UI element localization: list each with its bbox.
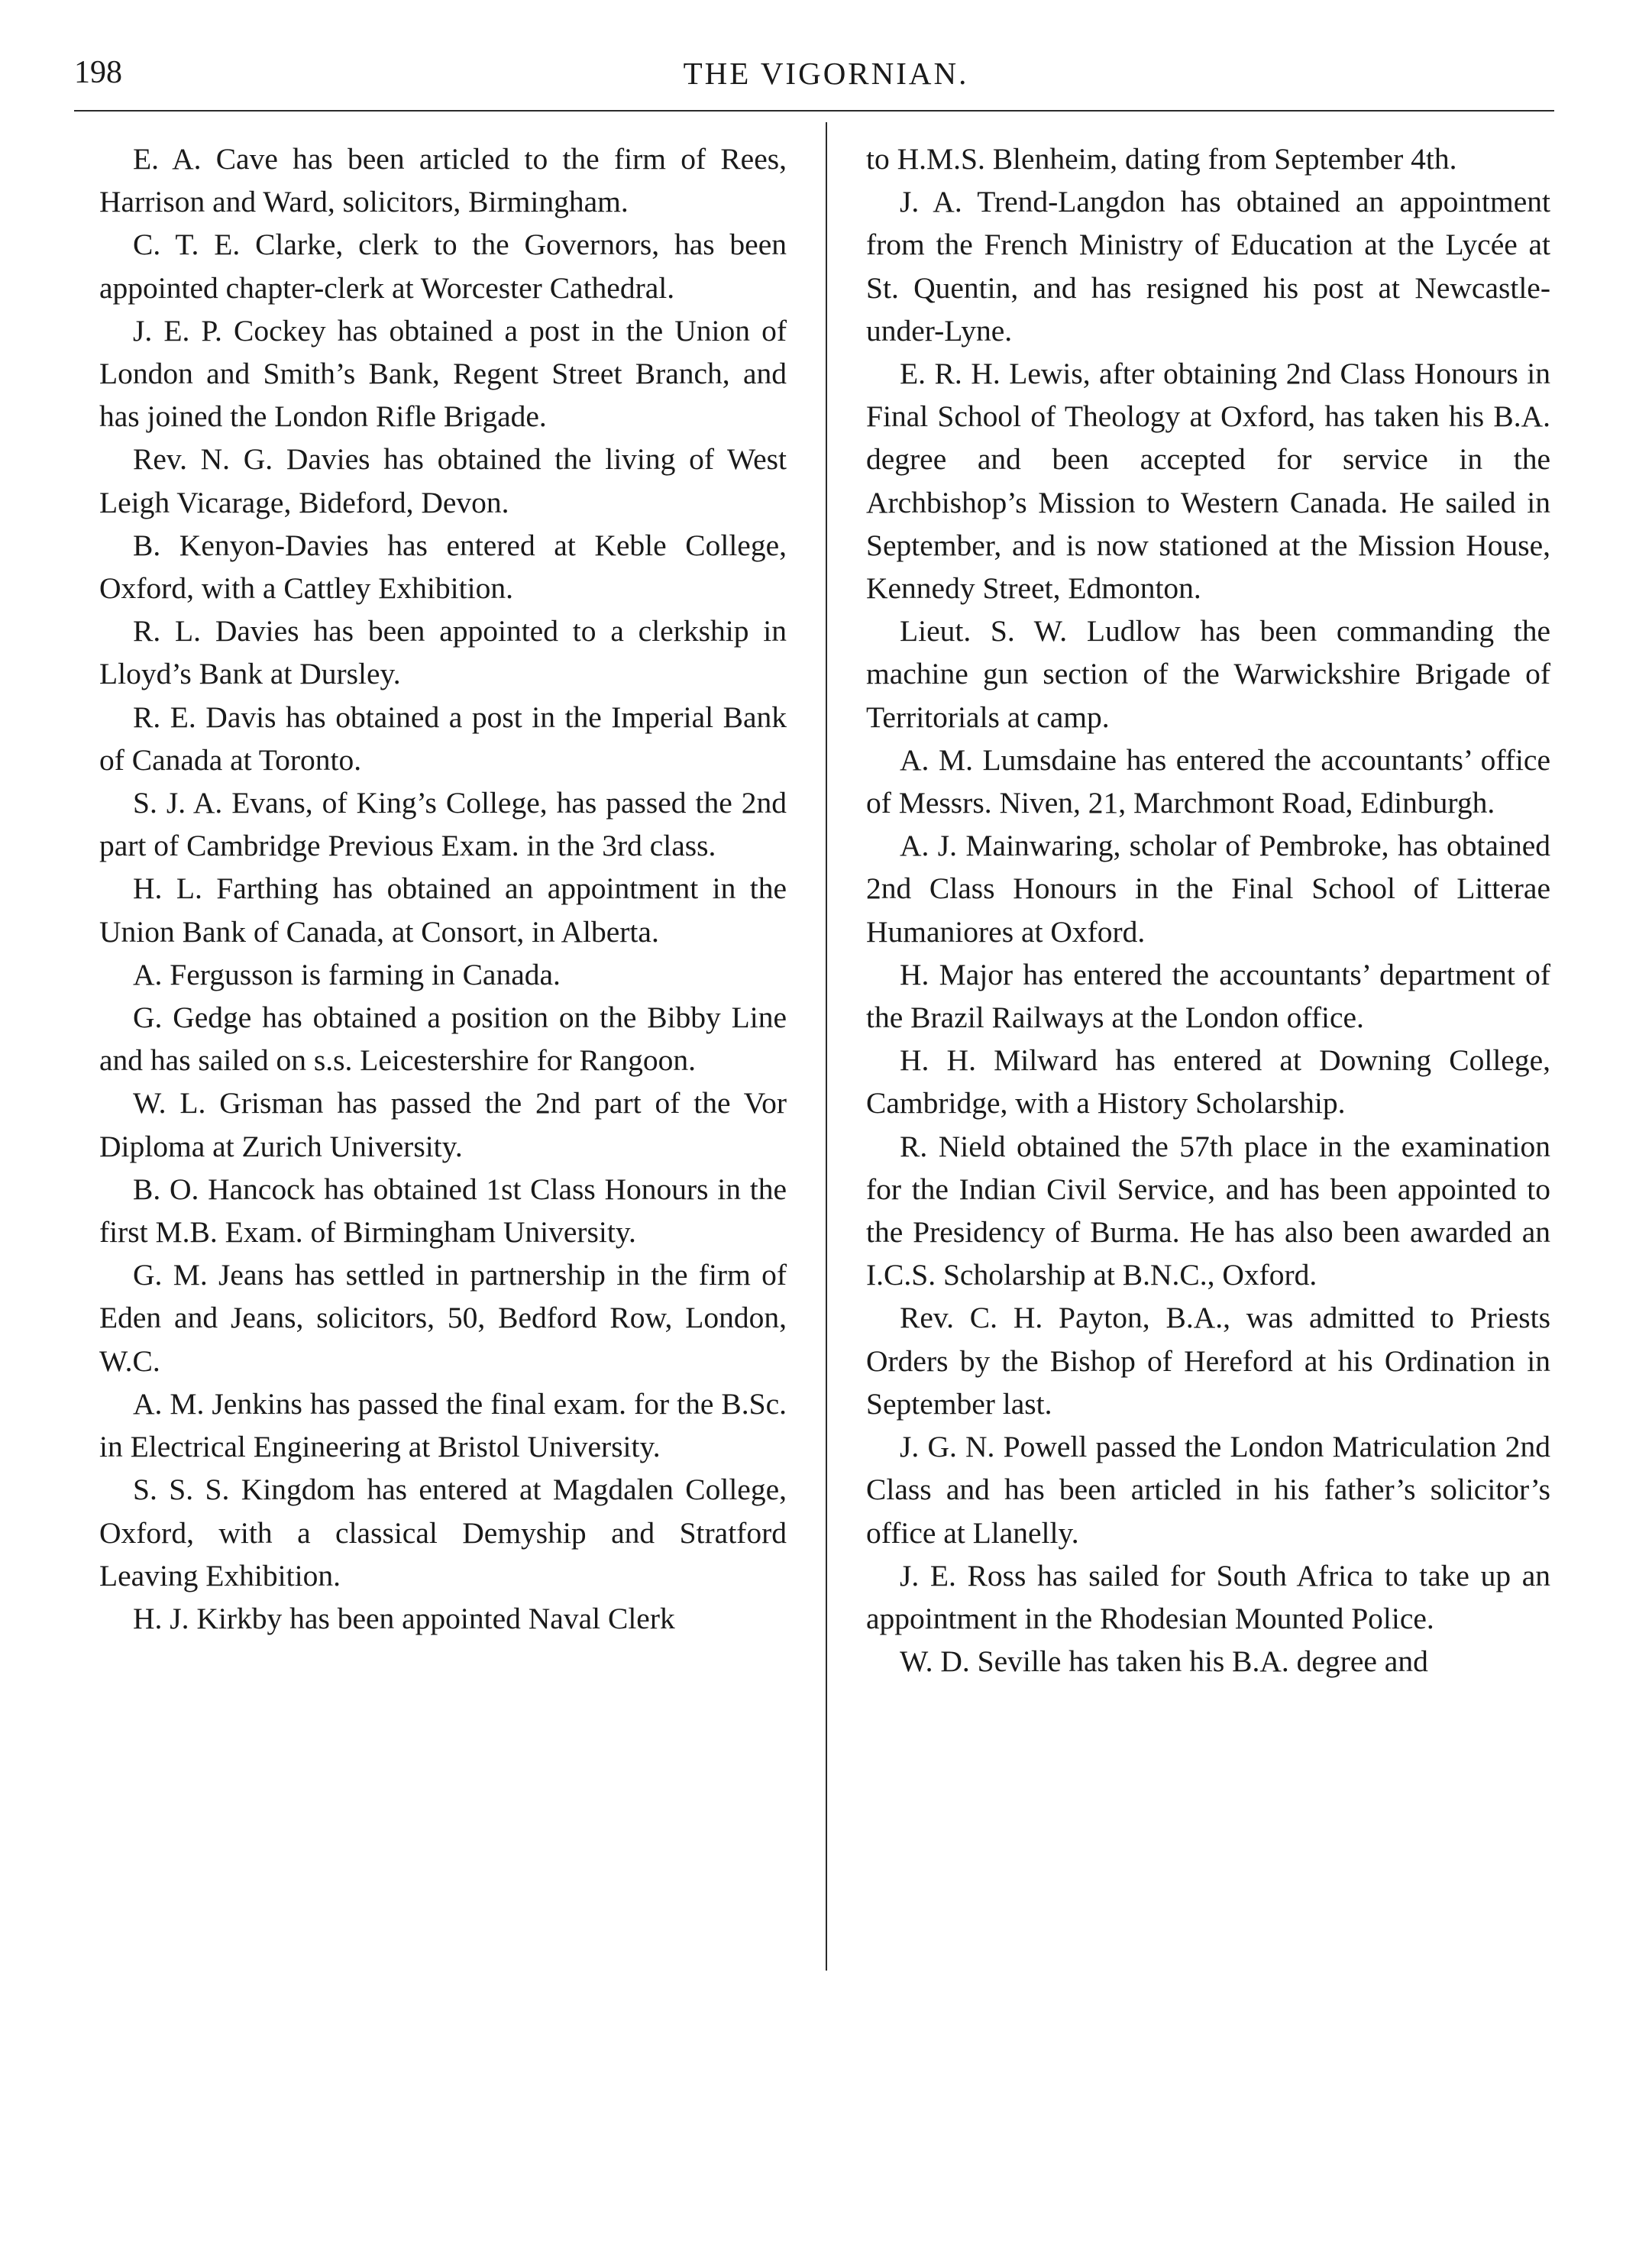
news-paragraph: B. Kenyon-Davies has entered at Keble College, Oxford, with a Cattley Exhibition. — [99, 528, 787, 606]
left-column — [99, 137, 787, 1640]
news-paragraph: G. Gedge has obtained a position on the Bibby Line and has sailed on s.s. Leicestershire for Rangoon. — [99, 1001, 787, 1078]
news-paragraph: W. L. Grisman has passed the 2nd part of the Vor Diploma at Zurich University. — [99, 1086, 787, 1163]
news-paragraph: R. E. Davis has obtained a post in the Imperial Bank of Canada at Toronto. — [99, 700, 787, 777]
news-paragraph: J. E. P. Cockey has obtained a post in the Union of London and Smith’s Bank, Regent Street Branch, and has joined the London Rifle Brigade. — [99, 313, 787, 434]
news-paragraph: H. J. Kirkby has been appointed Naval Clerk — [133, 1601, 675, 1635]
news-paragraph: Lieut. S. W. Ludlow has been commanding the machine gun section of the Warwickshire Brigade of Territorials at camp. — [866, 614, 1550, 734]
news-paragraph: E. R. H. Lewis, after obtaining 2nd Class Honours in Final School of Theology at Oxford, has taken his B.A. degree and been accepted for service in the Archbishop’s Mission to Western Canada. He sailed in September, and is now stationed at the Mission House, Kennedy Street, Edmonton. — [866, 357, 1550, 606]
news-paragraph: R. Nield obtained the 57th place in the examination for the Indian Civil Service, and has been appointed to the Presidency of Burma. He has also been awarded an I.C.S. Scholarship at B.N.C., Oxford. — [866, 1129, 1550, 1292]
news-paragraph: W. D. Seville has taken his B.A. degree and — [900, 1644, 1428, 1679]
news-paragraph: A. Fergusson is farming in Canada. — [133, 957, 561, 991]
news-paragraph: H. H. Milward has entered at Downing College, Cambridge, with a History Scholarship. — [866, 1043, 1550, 1120]
news-paragraph: H. L. Farthing has obtained an appointment in the Union Bank of Canada, at Consort, in Alberta. — [99, 871, 787, 949]
news-paragraph: J. A. Trend-Langdon has obtained an appointment from the French Ministry of Education at the Lycée at St. Quentin, and has resigned his post at Newcastle-under-Lyne. — [866, 185, 1550, 348]
news-paragraph: H. Major has entered the accountants’ department of the Brazil Railways at the London office. — [866, 957, 1550, 1035]
news-paragraph: B. O. Hancock has obtained 1st Class Honours in the first M.B. Exam. of Birmingham University. — [99, 1172, 787, 1250]
header-rule — [74, 110, 1554, 112]
news-paragraph: C. T. E. Clarke, clerk to the Governors, has been appointed chapter-clerk at Worcester Cathedral. — [99, 228, 787, 305]
news-paragraph: J. E. Ross has sailed for South Africa to take up an appointment in the Rhodesian Mounted Police. — [866, 1558, 1550, 1635]
news-paragraph: G. M. Jeans has settled in partnership in the firm of Eden and Jeans, solicitors, 50, Bedford Row, London, W.C. — [99, 1258, 787, 1378]
news-paragraph: E. A. Cave has been articled to the firm of Rees, Harrison and Ward, solicitors, Birmingham. — [99, 142, 787, 219]
page-number: 198 — [74, 55, 122, 90]
news-paragraph: A. M. Lumsdaine has entered the accountants’ office of Messrs. Niven, 21, Marchmont Road, Edinburgh. — [866, 742, 1550, 820]
news-paragraph: J. G. N. Powell passed the London Matriculation 2nd Class and has been articled in his father’s solicitor’s office at Llanelly. — [866, 1430, 1550, 1550]
news-paragraph: S. J. A. Evans, of King’s College, has passed the 2nd part of Cambridge Previous Exam. in the 3rd class. — [99, 786, 787, 863]
news-paragraph-continuation: to H.M.S. Blenheim, dating from September 4th. — [866, 142, 1457, 176]
news-paragraph: R. L. Davies has been appointed to a clerkship in Lloyd’s Bank at Dursley. — [99, 614, 787, 691]
news-paragraph: Rev. N. G. Davies has obtained the living of West Leigh Vicarage, Bideford, Devon. — [99, 442, 787, 519]
column-divider — [826, 122, 827, 1971]
news-paragraph: Rev. C. H. Payton, B.A., was admitted to Priests Orders by the Bishop of Hereford at his Ordination in September last. — [866, 1301, 1550, 1421]
news-paragraph: A. J. Mainwaring, scholar of Pembroke, has obtained 2nd Class Honours in the Final School of Litterae Humaniores at Oxford. — [866, 829, 1550, 949]
right-column — [866, 137, 1550, 1683]
news-paragraph: A. M. Jenkins has passed the final exam. for the B.Sc. in Electrical Engineering at Bristol University. — [99, 1386, 787, 1464]
running-title: THE VIGORNIAN. — [683, 56, 969, 91]
news-paragraph: S. S. S. Kingdom has entered at Magdalen College, Oxford, with a classical Demyship and Stratford Leaving Exhibition. — [99, 1473, 787, 1592]
